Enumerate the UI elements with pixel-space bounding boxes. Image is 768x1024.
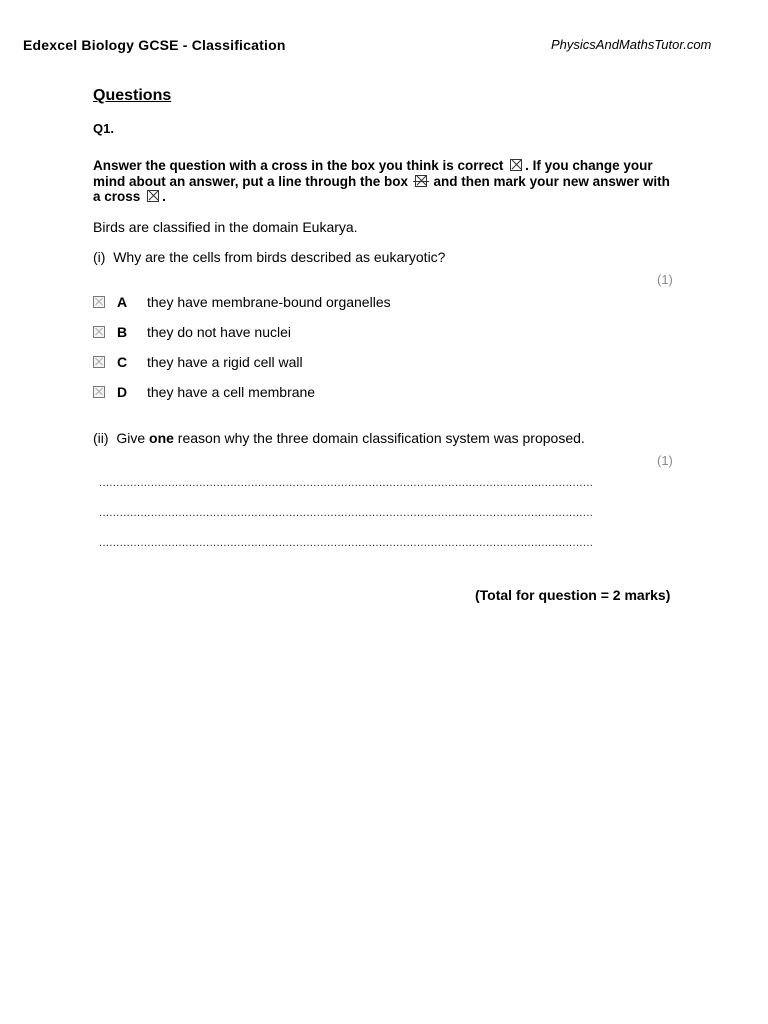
total-marks: (Total for question = 2 marks) [475,587,671,603]
answer-line-1[interactable]: ............................................................................................................................................... [99,477,594,489]
part-ii-marks: (1) [657,453,673,468]
option-text: they have a cell membrane [147,384,316,400]
option-letter: D [117,384,128,400]
instructions-text-2: . If you change your mind about an answer, put a line through the box [93,158,653,189]
instructions-text-1: Answer the question with a cross in the box you think is correct [93,158,504,173]
answer-line-3[interactable]: ............................................................................................................................................... [99,537,594,549]
part-ii-question [93,430,585,446]
question-number: Q1. [93,121,114,136]
answer-instructions [93,158,673,205]
crossed-box-icon [510,159,522,171]
option-text: they do not have nuclei [147,324,291,340]
option-letter: B [117,324,128,340]
part-ii-text-before: Give [116,430,146,446]
answer-checkbox-icon[interactable] [93,386,105,398]
answer-checkbox-icon[interactable] [93,296,105,308]
answer-checkbox-icon[interactable] [93,356,105,368]
option-text: they have a rigid cell wall [147,354,303,370]
part-i-text: Why are the cells from birds described as eukaryotic? [113,249,446,265]
option-letter: C [117,354,128,370]
part-i-label: (i) [93,249,106,265]
struck-box-icon [415,175,427,187]
part-ii-label: (ii) [93,430,109,446]
instructions-text-3: and then mark your new answer with a cross [93,173,670,204]
instructions-text-4: . [162,189,166,204]
document-header-source: PhysicsAndMathsTutor.com [551,37,712,52]
option-b[interactable] [93,324,291,340]
part-i-question [93,249,445,265]
option-a[interactable] [93,294,391,310]
question-stem: Birds are classified in the domain Eukarya. [93,219,358,235]
part-i-marks: (1) [657,272,673,287]
answer-line-2[interactable]: ............................................................................................................................................... [99,507,594,519]
part-ii-emphasis: one [149,430,174,446]
crossed-box-icon [147,190,159,202]
answer-checkbox-icon[interactable] [93,326,105,338]
section-title: Questions [93,87,172,104]
option-d[interactable] [93,384,315,400]
part-ii-text-after: reason why the three domain classification system was proposed. [177,430,585,446]
option-text: they have membrane-bound organelles [147,294,391,310]
option-c[interactable] [93,354,303,370]
document-header-title: Edexcel Biology GCSE - Classification [23,37,286,53]
option-letter: A [117,294,128,310]
